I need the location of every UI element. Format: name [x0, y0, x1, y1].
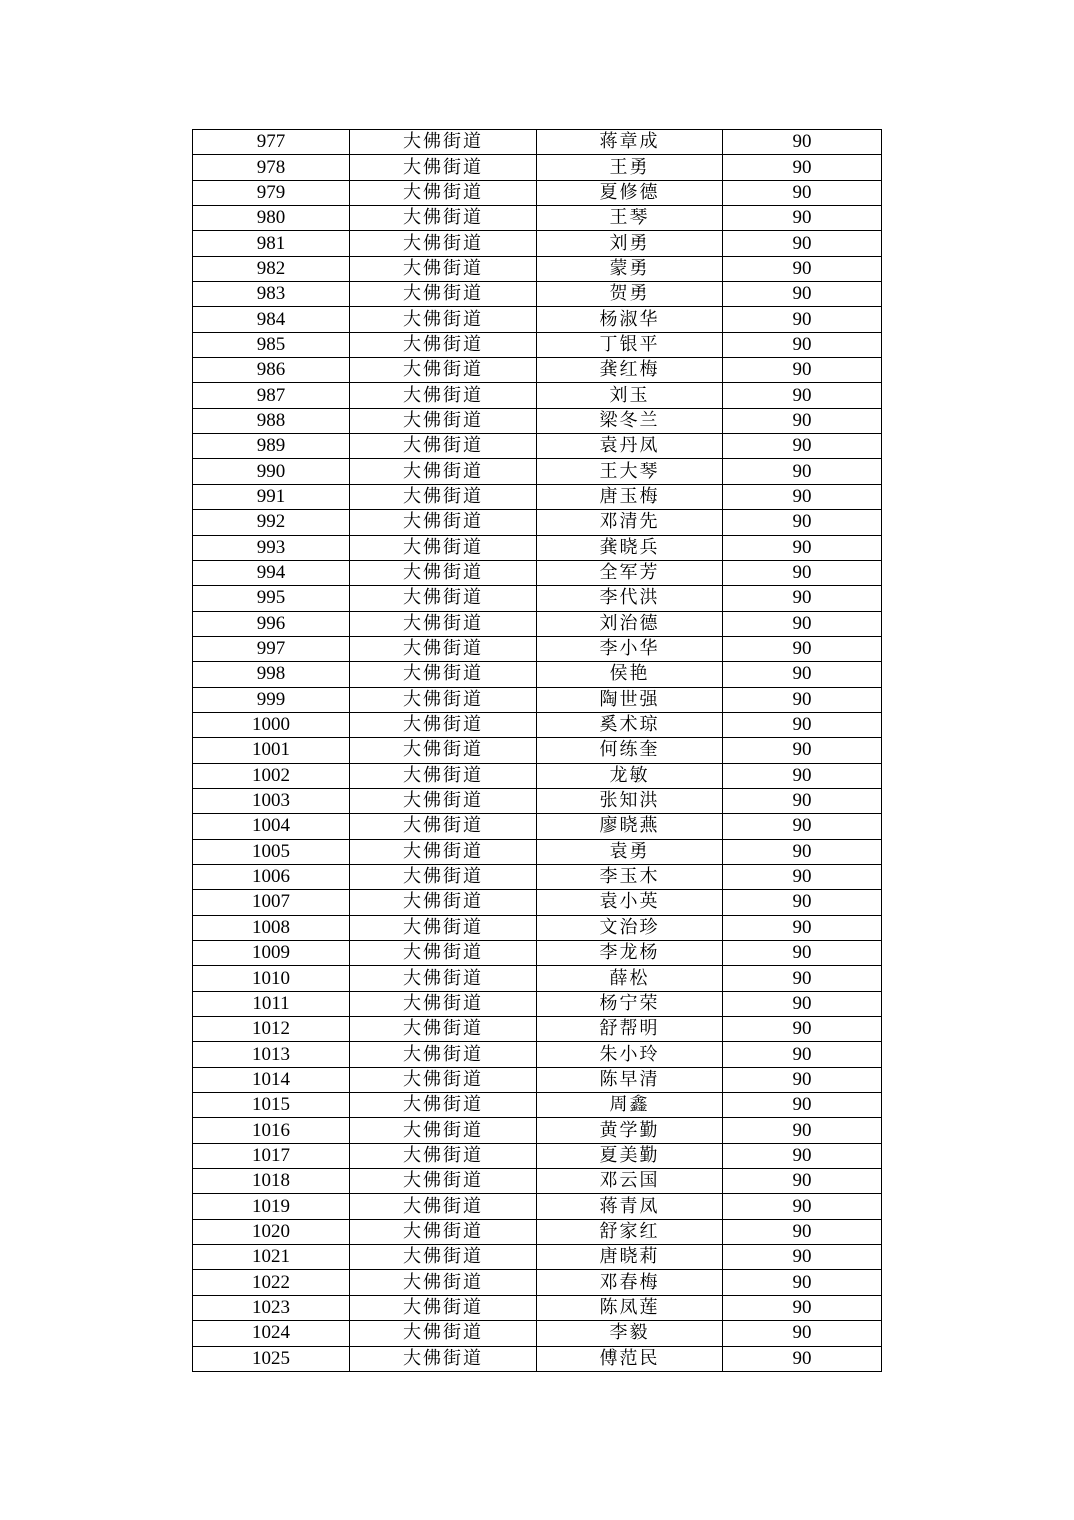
name-cell: 龚晓兵 — [537, 535, 723, 560]
table-row — [193, 890, 882, 915]
name-cell: 奚术琼 — [537, 712, 723, 737]
row-number-cell: 988 — [193, 408, 350, 433]
row-number-cell: 980 — [193, 206, 350, 231]
score-cell: 90 — [723, 231, 882, 256]
table-row — [193, 130, 882, 155]
row-number-cell: 982 — [193, 256, 350, 281]
street-cell: 大佛街道 — [350, 155, 537, 180]
street-cell: 大佛街道 — [350, 358, 537, 383]
table-row — [193, 1042, 882, 1067]
row-number-cell: 1017 — [193, 1143, 350, 1168]
street-cell: 大佛街道 — [350, 966, 537, 991]
street-cell: 大佛街道 — [350, 1270, 537, 1295]
score-cell: 90 — [723, 586, 882, 611]
table-row — [193, 206, 882, 231]
name-cell: 杨淑华 — [537, 307, 723, 332]
street-cell: 大佛街道 — [350, 180, 537, 205]
row-number-cell: 1011 — [193, 991, 350, 1016]
score-cell: 90 — [723, 1321, 882, 1346]
table-row — [193, 611, 882, 636]
name-cell: 蒙勇 — [537, 256, 723, 281]
street-cell: 大佛街道 — [350, 586, 537, 611]
name-cell: 蒋青凤 — [537, 1194, 723, 1219]
table-row — [193, 307, 882, 332]
row-number-cell: 979 — [193, 180, 350, 205]
row-number-cell: 999 — [193, 687, 350, 712]
street-cell: 大佛街道 — [350, 864, 537, 889]
name-cell: 袁丹凤 — [537, 434, 723, 459]
score-cell: 90 — [723, 358, 882, 383]
street-cell: 大佛街道 — [350, 941, 537, 966]
street-cell: 大佛街道 — [350, 535, 537, 560]
street-cell: 大佛街道 — [350, 459, 537, 484]
table-row — [193, 915, 882, 940]
score-cell: 90 — [723, 1042, 882, 1067]
name-cell: 蒋章成 — [537, 130, 723, 155]
street-cell: 大佛街道 — [350, 890, 537, 915]
score-cell: 90 — [723, 788, 882, 813]
street-cell: 大佛街道 — [350, 1295, 537, 1320]
name-cell: 丁银平 — [537, 332, 723, 357]
name-cell: 夏修德 — [537, 180, 723, 205]
name-cell: 梁冬兰 — [537, 408, 723, 433]
street-cell: 大佛街道 — [350, 738, 537, 763]
name-cell: 李毅 — [537, 1321, 723, 1346]
street-cell: 大佛街道 — [350, 1143, 537, 1168]
row-number-cell: 998 — [193, 662, 350, 687]
table-row — [193, 1067, 882, 1092]
name-cell: 刘治德 — [537, 611, 723, 636]
score-cell: 90 — [723, 1245, 882, 1270]
score-cell: 90 — [723, 915, 882, 940]
street-cell: 大佛街道 — [350, 206, 537, 231]
score-cell: 90 — [723, 763, 882, 788]
table-row — [193, 231, 882, 256]
table-row — [193, 358, 882, 383]
name-cell: 侯艳 — [537, 662, 723, 687]
row-number-cell: 1022 — [193, 1270, 350, 1295]
street-cell: 大佛街道 — [350, 712, 537, 737]
street-cell: 大佛街道 — [350, 560, 537, 585]
name-cell: 邓春梅 — [537, 1270, 723, 1295]
name-cell: 袁小英 — [537, 890, 723, 915]
street-cell: 大佛街道 — [350, 611, 537, 636]
table-row — [193, 1295, 882, 1320]
name-cell: 黄学勤 — [537, 1118, 723, 1143]
score-cell: 90 — [723, 839, 882, 864]
name-cell: 周鑫 — [537, 1093, 723, 1118]
row-number-cell: 1013 — [193, 1042, 350, 1067]
row-number-cell: 1023 — [193, 1295, 350, 1320]
row-number-cell: 1003 — [193, 788, 350, 813]
street-cell: 大佛街道 — [350, 307, 537, 332]
score-cell: 90 — [723, 1093, 882, 1118]
table-row — [193, 738, 882, 763]
table-row — [193, 941, 882, 966]
score-cell: 90 — [723, 459, 882, 484]
street-cell: 大佛街道 — [350, 332, 537, 357]
table-row — [193, 510, 882, 535]
row-number-cell: 1010 — [193, 966, 350, 991]
score-cell: 90 — [723, 941, 882, 966]
row-number-cell: 983 — [193, 282, 350, 307]
row-number-cell: 1025 — [193, 1346, 350, 1371]
name-cell: 邓清先 — [537, 510, 723, 535]
score-cell: 90 — [723, 408, 882, 433]
name-cell: 何练奎 — [537, 738, 723, 763]
name-cell: 李代洪 — [537, 586, 723, 611]
name-cell: 夏美勤 — [537, 1143, 723, 1168]
score-cell: 90 — [723, 864, 882, 889]
score-cell: 90 — [723, 1270, 882, 1295]
street-cell: 大佛街道 — [350, 256, 537, 281]
name-cell: 朱小玲 — [537, 1042, 723, 1067]
score-cell: 90 — [723, 560, 882, 585]
score-cell: 90 — [723, 1067, 882, 1092]
name-cell: 薛松 — [537, 966, 723, 991]
score-cell: 90 — [723, 1295, 882, 1320]
street-cell: 大佛街道 — [350, 788, 537, 813]
street-cell: 大佛街道 — [350, 1042, 537, 1067]
table-row — [193, 839, 882, 864]
score-cell: 90 — [723, 484, 882, 509]
row-number-cell: 993 — [193, 535, 350, 560]
table-row — [193, 155, 882, 180]
score-cell: 90 — [723, 434, 882, 459]
name-cell: 陶世强 — [537, 687, 723, 712]
row-number-cell: 1002 — [193, 763, 350, 788]
row-number-cell: 985 — [193, 332, 350, 357]
row-number-cell: 977 — [193, 130, 350, 155]
street-cell: 大佛街道 — [350, 484, 537, 509]
score-cell: 90 — [723, 712, 882, 737]
row-number-cell: 1020 — [193, 1219, 350, 1244]
row-number-cell: 1007 — [193, 890, 350, 915]
table-row — [193, 712, 882, 737]
table-row — [193, 687, 882, 712]
score-cell: 90 — [723, 1346, 882, 1371]
score-cell: 90 — [723, 966, 882, 991]
score-cell: 90 — [723, 535, 882, 560]
street-cell: 大佛街道 — [350, 1169, 537, 1194]
score-cell: 90 — [723, 1194, 882, 1219]
score-cell: 90 — [723, 611, 882, 636]
row-number-cell: 1001 — [193, 738, 350, 763]
table-row — [193, 1143, 882, 1168]
row-number-cell: 994 — [193, 560, 350, 585]
row-number-cell: 1000 — [193, 712, 350, 737]
name-cell: 王大琴 — [537, 459, 723, 484]
street-cell: 大佛街道 — [350, 636, 537, 661]
table-row — [193, 332, 882, 357]
name-cell: 傅范民 — [537, 1346, 723, 1371]
street-cell: 大佛街道 — [350, 1194, 537, 1219]
row-number-cell: 987 — [193, 383, 350, 408]
score-cell: 90 — [723, 282, 882, 307]
name-cell: 廖晓燕 — [537, 814, 723, 839]
score-cell: 90 — [723, 738, 882, 763]
row-number-cell: 1005 — [193, 839, 350, 864]
score-cell: 90 — [723, 256, 882, 281]
table-row — [193, 966, 882, 991]
table-row — [193, 763, 882, 788]
score-cell: 90 — [723, 155, 882, 180]
table-row — [193, 586, 882, 611]
street-cell: 大佛街道 — [350, 434, 537, 459]
name-cell: 贺勇 — [537, 282, 723, 307]
street-cell: 大佛街道 — [350, 839, 537, 864]
row-number-cell: 1006 — [193, 864, 350, 889]
score-cell: 90 — [723, 814, 882, 839]
row-number-cell: 997 — [193, 636, 350, 661]
row-number-cell: 1024 — [193, 1321, 350, 1346]
score-cell: 90 — [723, 991, 882, 1016]
street-cell: 大佛街道 — [350, 1067, 537, 1092]
row-number-cell: 1016 — [193, 1118, 350, 1143]
table-row — [193, 459, 882, 484]
name-cell: 唐晓莉 — [537, 1245, 723, 1270]
row-number-cell: 1021 — [193, 1245, 350, 1270]
street-cell: 大佛街道 — [350, 130, 537, 155]
name-cell: 王勇 — [537, 155, 723, 180]
table-row — [193, 1245, 882, 1270]
score-cell: 90 — [723, 1219, 882, 1244]
roster-table-body — [193, 130, 882, 1372]
street-cell: 大佛街道 — [350, 408, 537, 433]
score-cell: 90 — [723, 180, 882, 205]
street-cell: 大佛街道 — [350, 510, 537, 535]
table-row — [193, 1017, 882, 1042]
name-cell: 龚红梅 — [537, 358, 723, 383]
row-number-cell: 981 — [193, 231, 350, 256]
street-cell: 大佛街道 — [350, 687, 537, 712]
table-row — [193, 788, 882, 813]
table-row — [193, 256, 882, 281]
score-cell: 90 — [723, 1017, 882, 1042]
street-cell: 大佛街道 — [350, 1321, 537, 1346]
row-number-cell: 991 — [193, 484, 350, 509]
table-row — [193, 383, 882, 408]
table-row — [193, 1093, 882, 1118]
table-row — [193, 1118, 882, 1143]
table-row — [193, 1321, 882, 1346]
score-cell: 90 — [723, 510, 882, 535]
street-cell: 大佛街道 — [350, 1118, 537, 1143]
score-cell: 90 — [723, 662, 882, 687]
street-cell: 大佛街道 — [350, 763, 537, 788]
name-cell: 龙敏 — [537, 763, 723, 788]
score-cell: 90 — [723, 687, 882, 712]
row-number-cell: 1012 — [193, 1017, 350, 1042]
score-cell: 90 — [723, 890, 882, 915]
name-cell: 陈凤莲 — [537, 1295, 723, 1320]
row-number-cell: 996 — [193, 611, 350, 636]
score-cell: 90 — [723, 130, 882, 155]
table-row — [193, 434, 882, 459]
score-cell: 90 — [723, 332, 882, 357]
table-row — [193, 864, 882, 889]
row-number-cell: 989 — [193, 434, 350, 459]
table-row — [193, 814, 882, 839]
name-cell: 袁勇 — [537, 839, 723, 864]
street-cell: 大佛街道 — [350, 1093, 537, 1118]
table-row — [193, 484, 882, 509]
street-cell: 大佛街道 — [350, 1346, 537, 1371]
table-row — [193, 1169, 882, 1194]
row-number-cell: 1018 — [193, 1169, 350, 1194]
table-row — [193, 180, 882, 205]
street-cell: 大佛街道 — [350, 915, 537, 940]
street-cell: 大佛街道 — [350, 231, 537, 256]
name-cell: 舒帮明 — [537, 1017, 723, 1042]
score-cell: 90 — [723, 383, 882, 408]
score-cell: 90 — [723, 307, 882, 332]
row-number-cell: 1015 — [193, 1093, 350, 1118]
street-cell: 大佛街道 — [350, 1017, 537, 1042]
name-cell: 张知洪 — [537, 788, 723, 813]
table-row — [193, 1219, 882, 1244]
table-row — [193, 991, 882, 1016]
row-number-cell: 978 — [193, 155, 350, 180]
street-cell: 大佛街道 — [350, 991, 537, 1016]
row-number-cell: 990 — [193, 459, 350, 484]
row-number-cell: 1014 — [193, 1067, 350, 1092]
table-row — [193, 1346, 882, 1371]
row-number-cell: 1004 — [193, 814, 350, 839]
street-cell: 大佛街道 — [350, 1245, 537, 1270]
name-cell: 刘勇 — [537, 231, 723, 256]
table-row — [193, 1194, 882, 1219]
score-cell: 90 — [723, 636, 882, 661]
table-row — [193, 282, 882, 307]
name-cell: 全军芳 — [537, 560, 723, 585]
row-number-cell: 986 — [193, 358, 350, 383]
name-cell: 王琴 — [537, 206, 723, 231]
street-cell: 大佛街道 — [350, 1219, 537, 1244]
name-cell: 文治珍 — [537, 915, 723, 940]
row-number-cell: 995 — [193, 586, 350, 611]
table-row — [193, 560, 882, 585]
street-cell: 大佛街道 — [350, 662, 537, 687]
name-cell: 邓云国 — [537, 1169, 723, 1194]
street-cell: 大佛街道 — [350, 383, 537, 408]
table-row — [193, 662, 882, 687]
name-cell: 舒家红 — [537, 1219, 723, 1244]
row-number-cell: 984 — [193, 307, 350, 332]
name-cell: 李玉木 — [537, 864, 723, 889]
score-cell: 90 — [723, 1118, 882, 1143]
table-row — [193, 636, 882, 661]
name-cell: 李龙杨 — [537, 941, 723, 966]
row-number-cell: 992 — [193, 510, 350, 535]
table-row — [193, 408, 882, 433]
score-cell: 90 — [723, 206, 882, 231]
table-row — [193, 535, 882, 560]
table-row — [193, 1270, 882, 1295]
name-cell: 李小华 — [537, 636, 723, 661]
roster-table — [192, 129, 882, 1372]
street-cell: 大佛街道 — [350, 814, 537, 839]
street-cell: 大佛街道 — [350, 282, 537, 307]
name-cell: 陈早清 — [537, 1067, 723, 1092]
name-cell: 唐玉梅 — [537, 484, 723, 509]
name-cell: 刘玉 — [537, 383, 723, 408]
score-cell: 90 — [723, 1143, 882, 1168]
score-cell: 90 — [723, 1169, 882, 1194]
row-number-cell: 1009 — [193, 941, 350, 966]
name-cell: 杨宁荣 — [537, 991, 723, 1016]
row-number-cell: 1019 — [193, 1194, 350, 1219]
row-number-cell: 1008 — [193, 915, 350, 940]
